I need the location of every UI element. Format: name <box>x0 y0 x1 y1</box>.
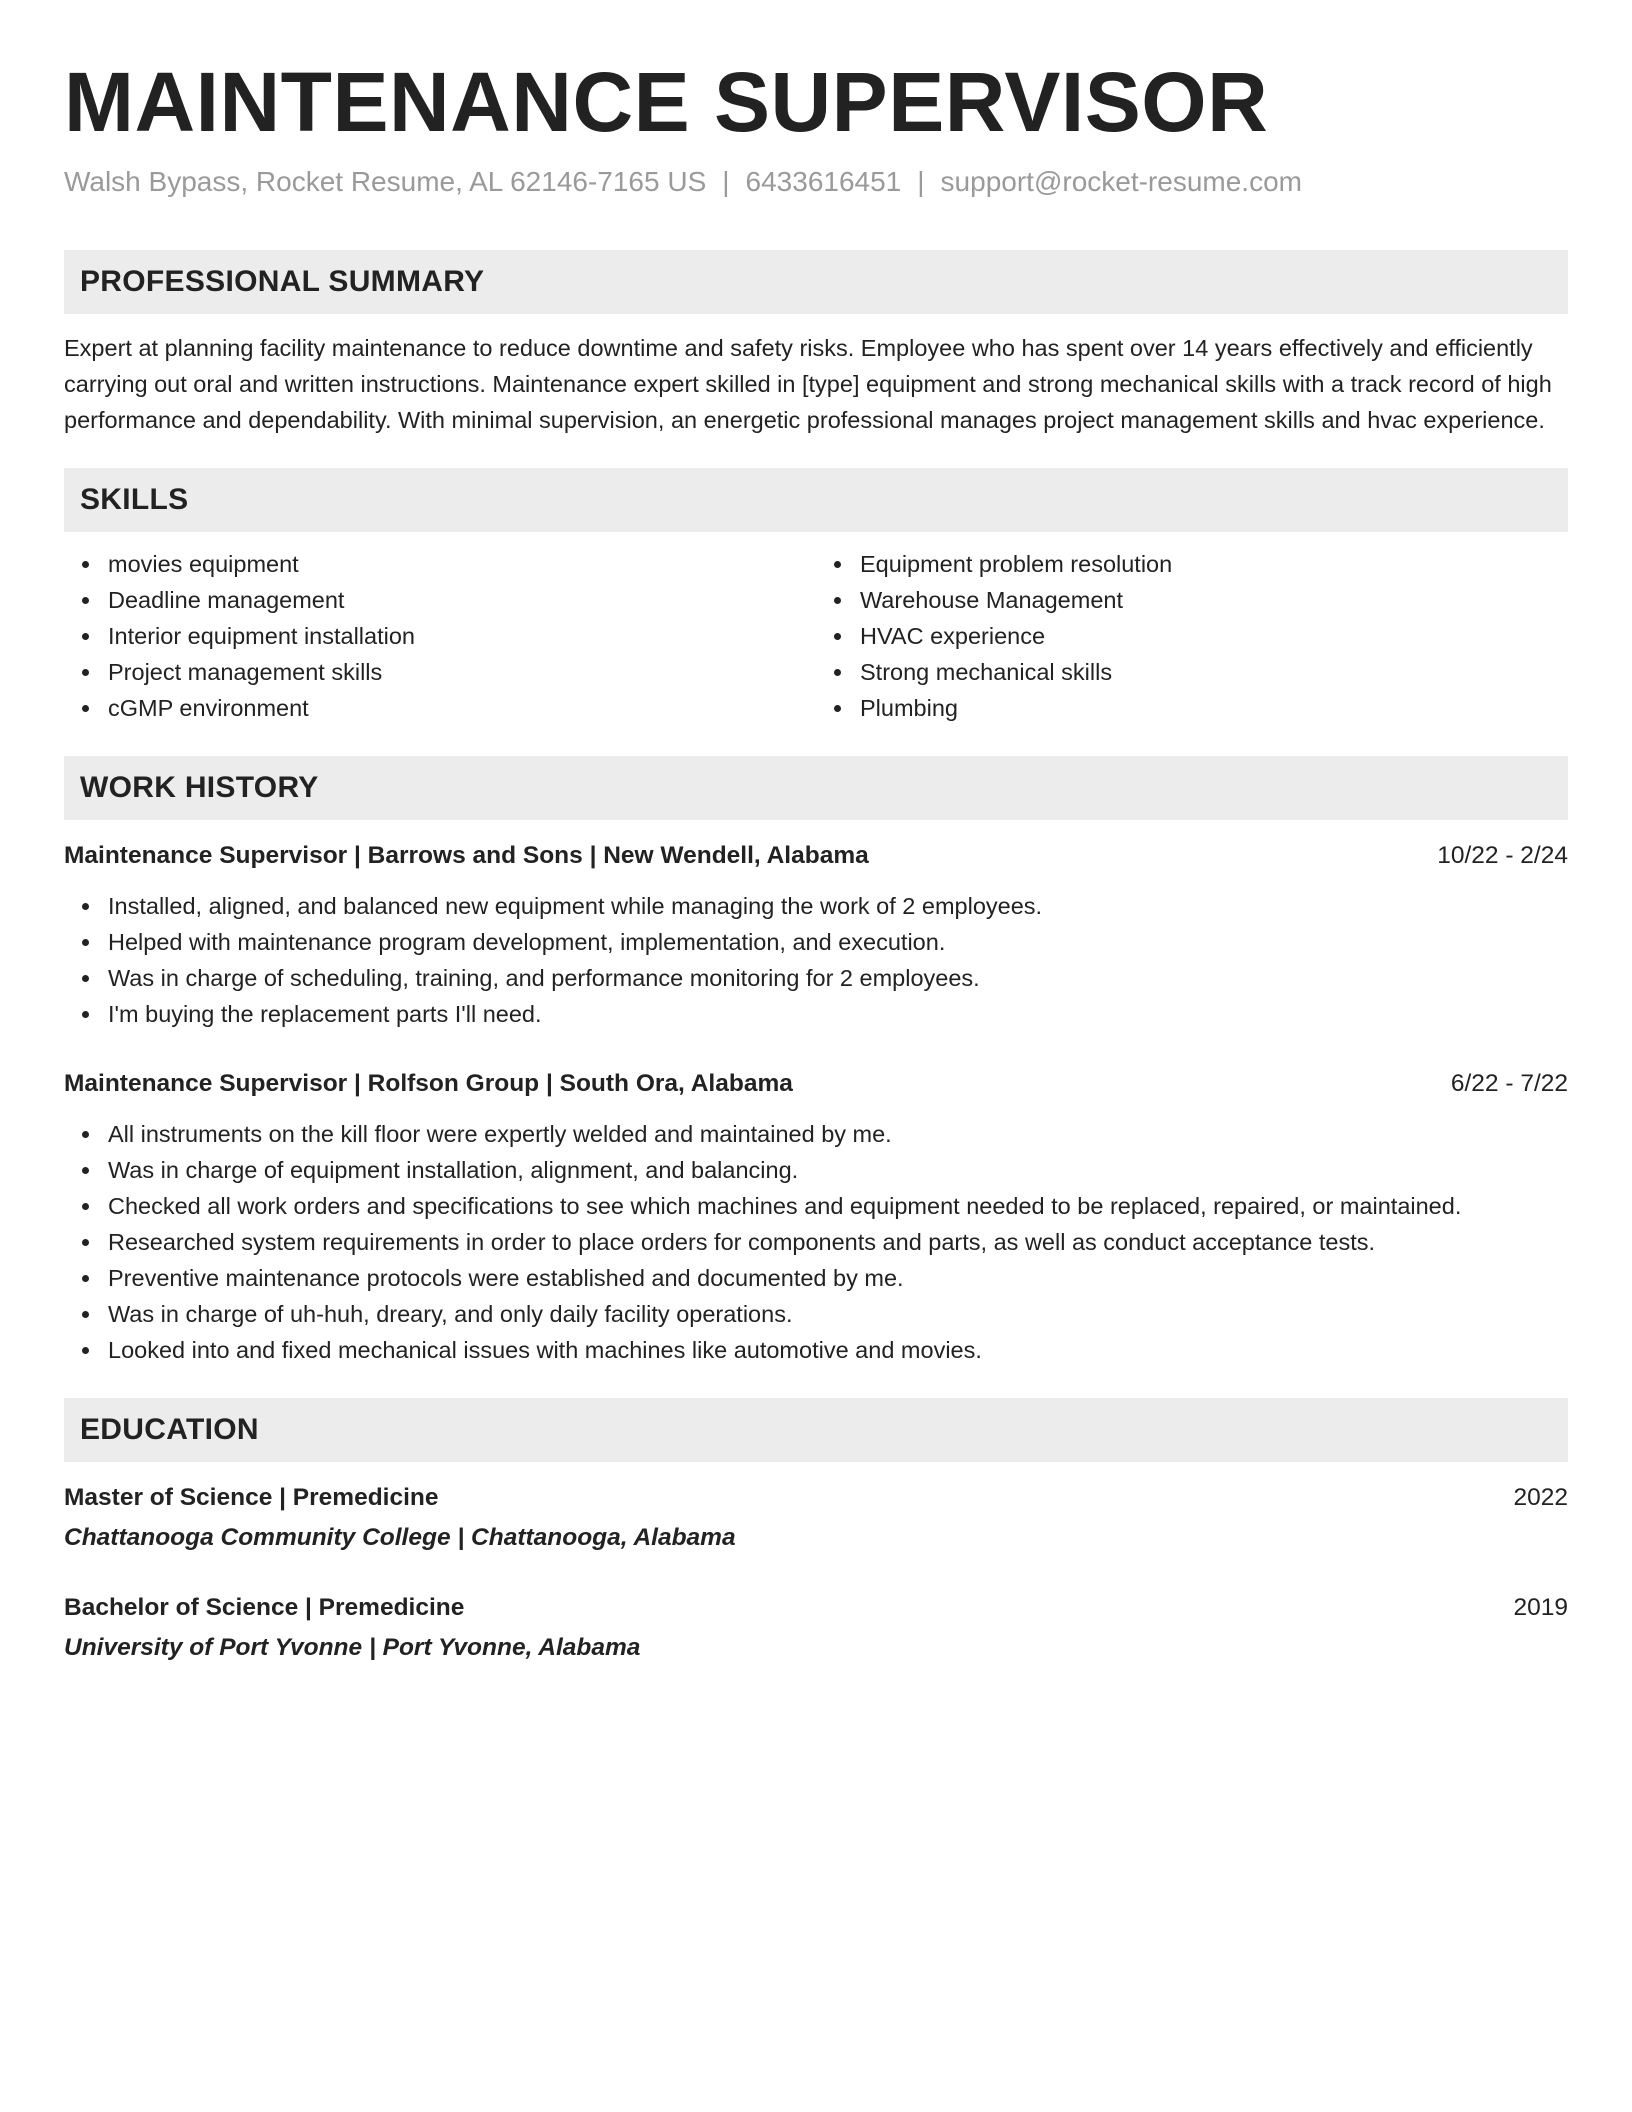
skills-column-left <box>64 546 816 726</box>
job-bullet: Checked all work orders and specifications to see which machines and equipment needed to be replaced, repaired, or maintained. <box>108 1188 1568 1224</box>
summary-heading: PROFESSIONAL SUMMARY <box>80 265 485 299</box>
skill-item: Project management skills <box>108 654 816 690</box>
job-bullet: I'm buying the replacement parts I'll need. <box>108 996 1568 1032</box>
job-bullet: Preventive maintenance protocols were established and documented by me. <box>108 1260 1568 1296</box>
skills-list <box>64 546 1568 726</box>
job-title: Maintenance Supervisor | Rolfson Group | South Ora, Alabama <box>64 1070 793 1098</box>
contact-email: support@rocket-resume.com <box>940 166 1302 198</box>
job-bullet: Helped with maintenance program development, implementation, and execution. <box>108 924 1568 960</box>
skills-heading: SKILLS <box>80 483 189 517</box>
summary-text: Expert at planning facility maintenance to reduce downtime and safety risks. Employee who has spent over 14 years effectively and efficiently carrying out oral and written instructions. Maintenance expert skilled in [type] equipment and strong mechanical skills with a track record of high performance and dependability. With minimal supervision, an energetic professional manages project management skills and hvac experience. <box>64 335 1552 434</box>
education-year: 2019 <box>1513 1594 1568 1622</box>
education-entry <box>64 1590 1568 1666</box>
education-school: University of Port Yvonne | Port Yvonne, Alabama <box>64 1634 641 1662</box>
skill-item: Strong mechanical skills <box>860 654 1568 690</box>
skill-item: Equipment problem resolution <box>860 546 1568 582</box>
contact-separator: | <box>917 166 925 198</box>
work-section-header <box>64 756 1568 820</box>
education-entry <box>64 1480 1568 1556</box>
resume-name: MAINTENANCE SUPERVISOR <box>64 55 1269 149</box>
education-school: Chattanooga Community College | Chattanooga, Alabama <box>64 1524 736 1552</box>
summary-section-header <box>64 250 1568 314</box>
job-bullet: All instruments on the kill floor were expertly welded and maintained by me. <box>108 1116 1568 1152</box>
education-year: 2022 <box>1513 1484 1568 1512</box>
job-entry <box>64 838 1568 1032</box>
skill-item: Interior equipment installation <box>108 618 816 654</box>
job-bullet: Looked into and fixed mechanical issues with machines like automotive and movies. <box>108 1332 1568 1368</box>
contact-address: Walsh Bypass, Rocket Resume, AL 62146-7165 US <box>64 166 707 198</box>
contact-line <box>64 166 1568 198</box>
education-section-header <box>64 1398 1568 1462</box>
skill-item: HVAC experience <box>860 618 1568 654</box>
job-title: Maintenance Supervisor | Barrows and Sons | New Wendell, Alabama <box>64 842 869 870</box>
education-header <box>64 1480 1568 1516</box>
job-bullets <box>64 1116 1568 1368</box>
job-bullet: Installed, aligned, and balanced new equipment while managing the work of 2 employees. <box>108 888 1568 924</box>
job-header <box>64 1066 1568 1102</box>
skill-item: cGMP environment <box>108 690 816 726</box>
job-bullet: Was in charge of equipment installation, alignment, and balancing. <box>108 1152 1568 1188</box>
job-bullet: Researched system requirements in order to place orders for components and parts, as well as conduct acceptance tests. <box>108 1224 1568 1260</box>
work-heading: WORK HISTORY <box>80 771 319 805</box>
job-dates: 6/22 - 7/22 <box>1450 1070 1568 1098</box>
education-degree: Bachelor of Science | Premedicine <box>64 1594 465 1622</box>
skill-item: Plumbing <box>860 690 1568 726</box>
skills-column-right <box>816 546 1568 726</box>
education-degree: Master of Science | Premedicine <box>64 1484 439 1512</box>
skills-section-header <box>64 468 1568 532</box>
contact-separator: | <box>722 166 730 198</box>
skill-item: movies equipment <box>108 546 816 582</box>
job-bullet: Was in charge of uh-huh, dreary, and only daily facility operations. <box>108 1296 1568 1332</box>
job-bullets <box>64 888 1568 1032</box>
job-header <box>64 838 1568 874</box>
job-dates: 10/22 - 2/24 <box>1437 842 1568 870</box>
education-header <box>64 1590 1568 1626</box>
job-bullet: Was in charge of scheduling, training, and performance monitoring for 2 employees. <box>108 960 1568 996</box>
contact-phone: 6433616451 <box>745 166 902 198</box>
skill-item: Warehouse Management <box>860 582 1568 618</box>
education-heading: EDUCATION <box>80 1413 259 1447</box>
job-entry <box>64 1066 1568 1368</box>
skill-item: Deadline management <box>108 582 816 618</box>
